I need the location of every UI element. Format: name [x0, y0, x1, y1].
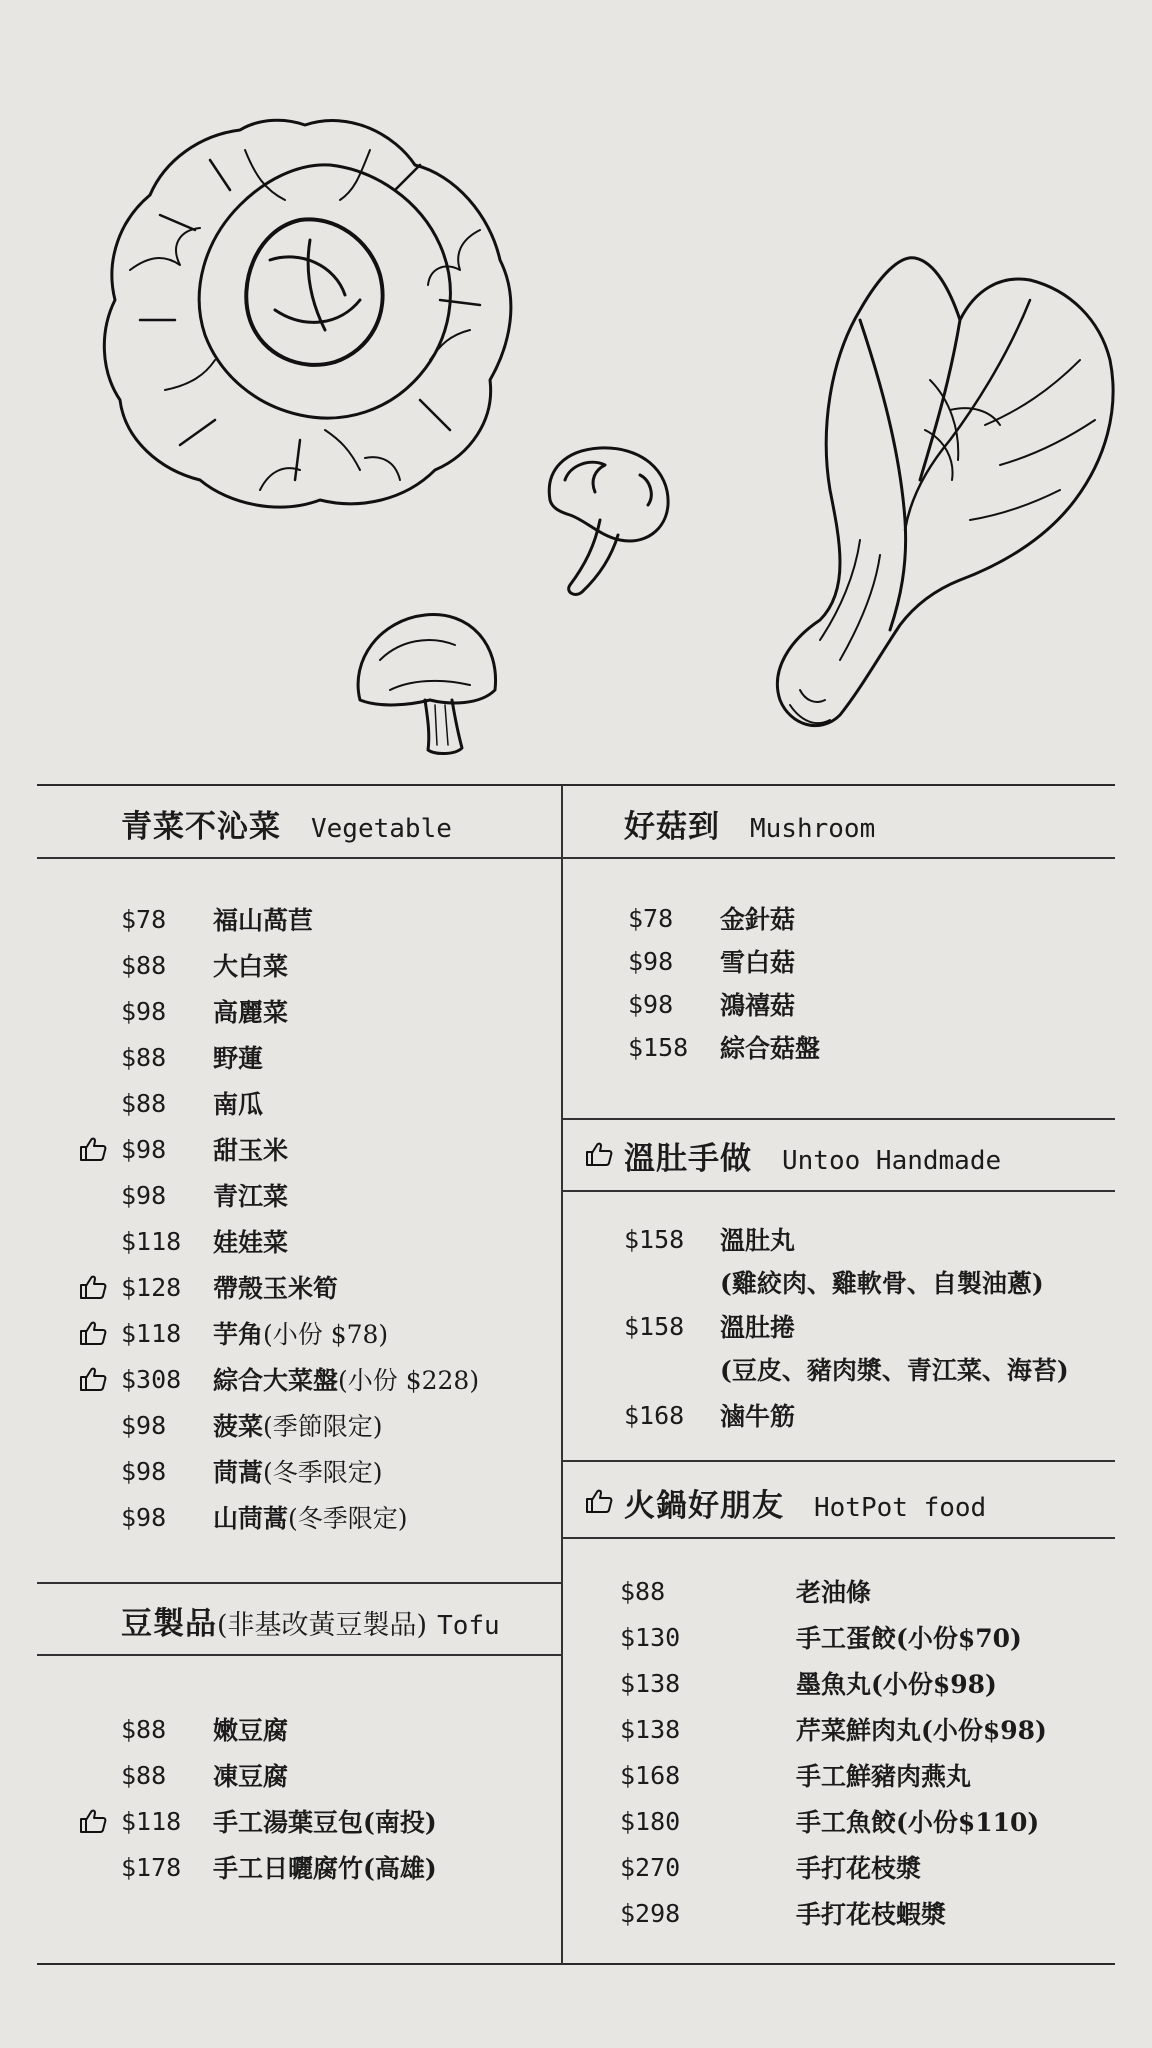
- item-name: 菠菜: [213, 1412, 264, 1441]
- item-name: 嫩豆腐: [213, 1716, 289, 1745]
- cabbage-illustration: [104, 120, 511, 507]
- list-item: [628, 898, 795, 938]
- mushroom-title-zh: 好菇到: [624, 809, 720, 845]
- tofu-title-en: Tofu: [437, 1611, 500, 1641]
- mushroom-header-rule: [562, 857, 1115, 859]
- item-detail: (雞絞肉、雞軟骨、自製油蔥): [720, 1269, 1044, 1298]
- hotpot-top-rule: [562, 1460, 1115, 1462]
- item-price: $98: [121, 1134, 167, 1164]
- thumbs-up-icon: [585, 1140, 613, 1168]
- item-name: 手打花枝漿: [796, 1854, 922, 1883]
- tofu-section-title: [121, 1598, 500, 1643]
- item-price: $118: [121, 1318, 182, 1348]
- item-name: 鴻禧菇: [720, 991, 796, 1020]
- handmade-title-zh: 溫肚手做: [624, 1141, 752, 1177]
- item-name: 溫肚捲: [720, 1313, 796, 1342]
- item-price: $88: [121, 1088, 167, 1118]
- vegetable-title-en: Vegetable: [311, 814, 452, 844]
- bok-choy-illustration: [777, 258, 1113, 726]
- list-item: [121, 1709, 288, 1749]
- list-item: [121, 1083, 263, 1123]
- item-price: $138: [620, 1714, 681, 1744]
- item-price: $98: [121, 1502, 167, 1532]
- item-note: (冬季限定): [263, 1458, 383, 1487]
- list-item: [121, 1129, 288, 1169]
- item-price: $138: [620, 1668, 681, 1698]
- item-price: $158: [624, 1311, 685, 1341]
- item-price: $78: [121, 904, 167, 934]
- handmade-title-en: Untoo Handmade: [782, 1146, 1002, 1176]
- hotpot-title-en: HotPot food: [814, 1493, 987, 1523]
- item-name: 高麗菜: [213, 998, 289, 1027]
- list-item: [121, 1451, 383, 1491]
- list-item: [121, 1497, 408, 1537]
- item-name: 山茼蒿: [213, 1504, 289, 1533]
- hotpot-title-zh: 火鍋好朋友: [624, 1488, 784, 1524]
- list-item: [121, 1221, 288, 1261]
- item-price: $88: [620, 1576, 666, 1606]
- item-note: (小份 $228): [338, 1366, 480, 1395]
- list-item: [628, 1027, 820, 1067]
- item-price: $98: [628, 989, 674, 1019]
- item-price: $78: [628, 903, 674, 933]
- item-price: $118: [121, 1226, 182, 1256]
- list-item: [121, 945, 288, 985]
- list-item: [121, 1037, 263, 1077]
- thumbs-up-icon: [79, 1807, 107, 1835]
- list-item: [628, 984, 795, 1024]
- list-item: [628, 941, 795, 981]
- list-item: [121, 991, 288, 1031]
- item-name: 手打花枝蝦漿: [796, 1900, 947, 1929]
- list-item: [620, 1893, 946, 1933]
- item-price: $88: [121, 1042, 167, 1072]
- list-item: [121, 1175, 288, 1215]
- item-price: $180: [620, 1806, 681, 1836]
- item-name: 綜合大菜盤: [213, 1366, 339, 1395]
- item-name: 福山萵苣: [213, 906, 314, 935]
- item-name: 老油條: [796, 1578, 872, 1607]
- item-name: 帶殼玉米筍: [213, 1274, 339, 1303]
- list-item: [624, 1219, 795, 1259]
- item-name: 凍豆腐: [213, 1762, 289, 1791]
- tofu-title-zh: 豆製品: [121, 1606, 217, 1642]
- thumbs-up-icon: [79, 1319, 107, 1347]
- menu-bottom-rule: [37, 1963, 1115, 1965]
- item-name: 芹菜鮮肉丸(小份$98): [796, 1716, 1047, 1745]
- item-name: 金針菇: [720, 905, 796, 934]
- item-name: 手工日曬腐竹(高雄): [213, 1854, 437, 1883]
- item-price: $158: [628, 1032, 689, 1062]
- tofu-header-rule: [37, 1654, 562, 1656]
- item-name: 溫肚丸: [720, 1226, 796, 1255]
- item-name: 南瓜: [213, 1090, 264, 1119]
- item-name: 墨魚丸(小份$98): [796, 1670, 997, 1699]
- list-item: [620, 1755, 971, 1795]
- item-price: $130: [620, 1622, 681, 1652]
- list-item: [121, 1267, 338, 1307]
- list-item: [620, 1847, 921, 1887]
- item-price: $168: [624, 1400, 685, 1430]
- column-divider: [561, 785, 563, 1964]
- hotpot-section-title: [624, 1480, 986, 1525]
- item-price: $98: [121, 996, 167, 1026]
- item-name: 手工魚餃(小份$110): [796, 1808, 1040, 1837]
- item-name: 茼蒿: [213, 1458, 264, 1487]
- thumbs-up-icon: [79, 1273, 107, 1301]
- list-item: [620, 1709, 1047, 1749]
- vegetable-section-title: [121, 801, 452, 846]
- handmade-header-rule: [562, 1190, 1115, 1192]
- vegetable-header-rule: [37, 857, 562, 859]
- thumbs-up-icon: [79, 1365, 107, 1393]
- mushroom-illustration: [358, 615, 495, 754]
- item-name: 滷牛筋: [720, 1402, 796, 1431]
- item-name: 綜合菇盤: [720, 1034, 821, 1063]
- list-item: [624, 1395, 795, 1435]
- mushroom-section-title: [624, 801, 875, 846]
- item-price: $178: [121, 1852, 182, 1882]
- list-item: [121, 1847, 437, 1887]
- item-price: $128: [121, 1272, 182, 1302]
- menu-top-rule: [37, 784, 1115, 786]
- list-item: [121, 899, 313, 939]
- vegetable-title-zh: 青菜不沁菜: [121, 809, 281, 845]
- item-note: (小份 $78): [263, 1320, 389, 1349]
- mushroom-title-en: Mushroom: [750, 814, 876, 844]
- item-note: (冬季限定): [288, 1504, 408, 1533]
- item-name: 手工湯葉豆包(南投): [213, 1808, 437, 1837]
- item-note: (季節限定): [263, 1412, 383, 1441]
- vegetable-illustrations: [0, 0, 1152, 780]
- item-price: $168: [620, 1760, 681, 1790]
- item-name: 甜玉米: [213, 1136, 289, 1165]
- item-name: 娃娃菜: [213, 1228, 289, 1257]
- item-price: $298: [620, 1898, 681, 1928]
- item-price: $88: [121, 1714, 167, 1744]
- item-name: 野蓮: [213, 1044, 264, 1073]
- hotpot-header-rule: [562, 1537, 1115, 1539]
- list-item: [620, 1663, 997, 1703]
- handmade-top-rule: [562, 1118, 1115, 1120]
- list-item: [121, 1755, 288, 1795]
- list-item: [620, 1571, 871, 1611]
- list-item: [121, 1313, 388, 1353]
- tofu-top-rule: [37, 1582, 562, 1584]
- item-name: 青江菜: [213, 1182, 289, 1211]
- item-price: $88: [121, 1760, 167, 1790]
- item-name: 手工蛋餃(小份$70): [796, 1624, 1022, 1653]
- item-detail: (豆皮、豬肉漿、青江菜、海苔): [720, 1356, 1069, 1385]
- list-item: [121, 1405, 383, 1445]
- item-price: $158: [624, 1224, 685, 1254]
- thumbs-up-icon: [585, 1487, 613, 1515]
- handmade-section-title: [624, 1133, 1001, 1178]
- item-price: $308: [121, 1364, 182, 1394]
- list-item: [620, 1801, 1039, 1841]
- item-price: $98: [121, 1456, 167, 1486]
- item-price: $98: [628, 946, 674, 976]
- item-name: 大白菜: [213, 952, 289, 981]
- item-name: 手工鮮豬肉燕丸: [796, 1762, 972, 1791]
- list-item: [121, 1359, 479, 1399]
- list-item: [624, 1306, 795, 1346]
- item-name: 雪白菇: [720, 948, 796, 977]
- item-price: $98: [121, 1410, 167, 1440]
- item-name: 芋角: [213, 1320, 264, 1349]
- tofu-title-sub: (非基改黃豆製品): [217, 1610, 428, 1641]
- list-item: [620, 1617, 1022, 1657]
- item-price: $118: [121, 1806, 182, 1836]
- item-price: $98: [121, 1180, 167, 1210]
- item-price: $270: [620, 1852, 681, 1882]
- thumbs-up-icon: [79, 1135, 107, 1163]
- item-price: $88: [121, 950, 167, 980]
- list-item: [121, 1801, 437, 1841]
- mushroom-illustration: [549, 448, 668, 595]
